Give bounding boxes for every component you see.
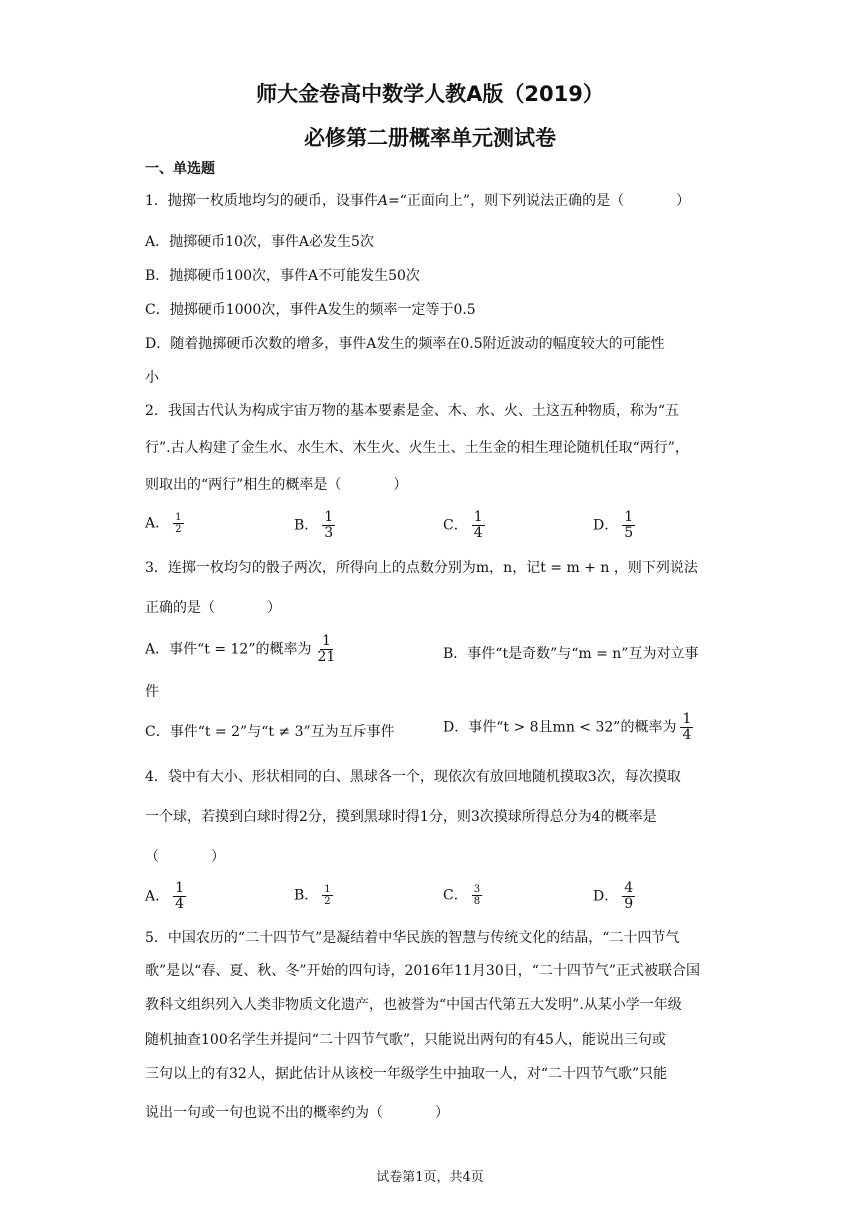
fraction (680, 712, 693, 743)
fraction-num: 3 (473, 884, 481, 895)
q5-line6b: ） (435, 1105, 449, 1121)
q2-line3 (145, 474, 407, 494)
fraction-den: 2 (175, 524, 182, 535)
section-heading: 一、单选题 (145, 161, 215, 177)
q3-option-d-text: D．事件“t > 8且mn < 32”的概率为 (443, 719, 677, 736)
fraction-num: 4 (624, 880, 634, 896)
q5-line3: 教科文组织列入人类非物质文化遗产，也被誉为“中国古代第五大发明”.从某小学一年级 (145, 997, 682, 1013)
q2-line3a: 则取出的“两行”相生的概率是（ (145, 477, 342, 493)
fraction-den: 21 (317, 649, 336, 665)
q4-line2: 一个球，若摸到白球时得2分，摸到黑球时得1分，则3次摸球所得总分为4的概率是 (145, 809, 657, 825)
option-label: D． (593, 888, 619, 905)
q3-line2a: 正确的是（ (145, 600, 215, 616)
q4-option-b (294, 884, 333, 907)
fraction-den: 2 (324, 896, 331, 907)
q4-line3 (145, 846, 225, 866)
q2-option-c (443, 510, 485, 541)
q3-option-a (145, 634, 337, 665)
q2-line1: 2．我国古代认为构成宇宙万物的基本要素是金、木、水、火、土这五种物质，称为“五 (145, 403, 680, 419)
q1-stem-b: =“正面向上”，则下列说法正确的是（ (388, 193, 625, 209)
fraction (622, 510, 635, 541)
q2-line2: 行”.古人构建了金生水、水生木、木生火、火生土、土生金的相生理论随机任取“两行”， (145, 440, 689, 456)
q4-option-c (443, 884, 482, 907)
q1-stem (145, 190, 690, 210)
q2-option-d (593, 510, 635, 541)
page-footer: 试卷第1页，共4页 (376, 1170, 484, 1185)
fraction (173, 881, 186, 912)
q1-stem-var: A (377, 193, 389, 209)
q3-option-b-cont: 件 (145, 684, 159, 700)
page-subtitle: 必修第二册概率单元测试卷 (304, 126, 556, 150)
q3-line2b: ） (267, 600, 281, 616)
q2-option-b (294, 510, 335, 541)
fraction-den: 4 (682, 727, 692, 743)
option-label: B． (294, 887, 319, 904)
fraction (322, 510, 335, 541)
q5-line1: 5．中国农历的“二十四节气”是凝结着中华民族的智慧与传统文化的结晶，“二十四节气 (145, 930, 680, 946)
fraction-num: 1 (321, 633, 331, 649)
q1-option-b: B．抛掷硬币100次，事件A不可能发生50次 (145, 268, 420, 284)
q1-option-c: C．抛掷硬币1000次，事件A发生的频率一定等于0.5 (145, 302, 476, 318)
fraction-num: 1 (175, 512, 182, 523)
fraction-den: 8 (473, 896, 481, 907)
q4-option-a (145, 881, 186, 912)
q5-line6a: 说出一句或一句也说不出的概率约为（ (145, 1105, 383, 1121)
fraction-num: 1 (324, 884, 331, 895)
fraction-num: 1 (624, 509, 634, 525)
fraction (472, 510, 485, 541)
q3-option-c: C．事件“t = 2”与“t ≠ 3”互为互斥事件 (145, 724, 395, 740)
fraction-num: 1 (175, 880, 185, 896)
q5-line5: 三句以上的有32人，据此估计从该校一年级学生中抽取一人，对“二十四节气歌”只能 (145, 1066, 668, 1082)
fraction-den: 4 (473, 525, 483, 541)
fraction-den: 3 (324, 525, 334, 541)
q5-line2: 歌”是以“春、夏、秋、冬”开始的四句诗，2016年11月30日，“二十四节气”正式被联合国 (145, 963, 701, 979)
option-label: C． (443, 517, 468, 534)
q2-option-a (145, 512, 184, 535)
page-title: 师大金卷高中数学人教A版（2019） (256, 82, 604, 106)
q3-option-b: B．事件“t是奇数”与“m = n”互为对立事 (443, 646, 699, 662)
fraction (472, 884, 482, 907)
fraction (622, 881, 635, 912)
q1-option-d: D．随着抛掷硬币次数的增多，事件A发生的频率在0.5附近波动的幅度较大的可能性 (145, 336, 665, 352)
q1-option-d-cont: 小 (145, 370, 159, 386)
option-label: B． (294, 517, 319, 534)
fraction-den: 9 (624, 896, 634, 912)
fraction (316, 634, 338, 665)
option-label: A． (145, 888, 170, 905)
q4-line3b: ） (211, 849, 225, 865)
fraction (173, 512, 183, 535)
fraction-num: 1 (324, 509, 334, 525)
q4-line1: 4．袋中有大小、形状相同的白、黑球各一个，现依次有放回地随机摸取3次，每次摸取 (145, 769, 681, 785)
option-label: D． (593, 517, 619, 534)
q1-stem-c: ） (676, 193, 691, 209)
q5-line6 (145, 1102, 449, 1122)
fraction-den: 5 (624, 525, 634, 541)
q1-stem-a: 1．抛掷一枚质地均匀的硬币，设事件 (145, 193, 378, 209)
q3-option-d (443, 712, 693, 743)
fraction-num: 1 (473, 509, 483, 525)
q4-option-d (593, 881, 635, 912)
fraction-num: 1 (682, 711, 692, 727)
option-label: A． (145, 515, 170, 532)
q2-line3b: ） (393, 477, 408, 493)
q3-line1: 3．连掷一枚均匀的骰子两次，所得向上的点数分别为m，n，记t = m + n ，则下列说法 (145, 560, 698, 576)
q5-line4: 随机抽查100名学生并提问“二十四节气歌”，只能说出两句的有45人，能说出三句或 (145, 1032, 666, 1048)
q1-option-a: A．抛掷硬币10次，事件A必发生5次 (145, 234, 374, 250)
fraction (322, 884, 332, 907)
q3-option-a-text: A．事件“t = 12”的概率为 (145, 641, 312, 658)
fraction-den: 4 (175, 896, 185, 912)
q3-line2 (145, 597, 281, 617)
option-label: C． (443, 887, 468, 904)
q4-line3a: （ (145, 849, 159, 865)
